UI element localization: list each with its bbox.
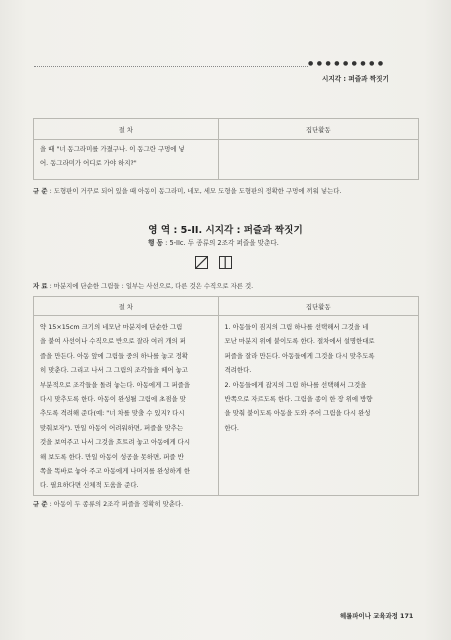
criterion-label: 규 준 [33,500,48,508]
text-line: 한다. [224,423,239,432]
behavior-label: 행 동 [148,239,164,247]
table1-procedure-text [34,140,218,171]
procedure-table-1 [33,118,419,180]
materials-text: : 마분지에 단순한 그림들 : 일부는 사선으로, 다른 것은 수직으로 자른 것. [49,282,254,290]
text-line: 부분적으로 조각들을 돌려 놓는다. 아동에게 그 퍼즐을 [40,380,191,389]
table2-procedure-cell [34,316,219,496]
text-line: 해 보도록 한다. 만일 아동이 성공을 못하면, 퍼즐 반 [40,452,184,461]
table2-group-text [219,316,418,435]
text-line: 2. 아동들에게 잡지의 그림 하나를 선택해서 그것을 [224,380,367,389]
text-line: 퍼즐을 잘라 만든다. 아동들에게 그것을 다시 맞추도록 [224,351,375,360]
behavior-line [148,237,279,247]
section-label-text: 시지각 : 퍼즐과 짝짓기 [322,75,389,83]
table2-procedure-text [34,316,218,493]
text-line: 것을 보여주고 나서 그것을 흐트려 놓고 아동에게 다시 [40,438,191,447]
header-dotted-rule [34,66,308,67]
section-label [322,73,389,83]
text-line: 즐을 만든다. 아동 앞에 그림들 중의 하나를 놓고 정확 [40,351,188,360]
vertical-cut-square-icon [219,256,232,269]
criterion-text: : 아동이 두 종류의 2조각 퍼즐을 정확히 맞춘다. [49,500,184,508]
text-line: 쪽을 똑바로 놓아 주고 아동에게 나머지를 완성하게 한 [40,467,191,476]
area-title: 영 역 : 5-II. 시지각 : 퍼즐과 짝짓기 [148,225,303,236]
table2-header-group: 집단활동 [218,297,418,316]
text-line: 격려한다. [224,366,252,375]
criterion-text: : 도형판이 거꾸로 되어 있을 때 아동이 동그라미, 네모, 세모 도형을 도형판의 정확한 구멍에 끼워 넣는다. [49,187,342,195]
criterion-label: 규 준 [33,187,48,195]
procedure-table-2 [33,296,419,496]
text-line: 모난 마분지 위에 붙이도록 한다. 절차에서 설명한대로 [224,337,375,346]
text-line: 1. 아동들이 짐지의 그림 하나를 선택해서 그것을 네 [224,323,369,331]
text-line: 반쪽으로 자르도록 한다. 그림을 종이 한 장 위에 방향 [224,395,373,404]
table2-header-procedure: 절 차 [34,297,219,316]
text-line: 다시 맞추도록 한다. 아동이 완성될 그림에 초점을 맞 [40,395,186,404]
table2-group-cell [218,316,418,496]
table1-procedure-cell [34,140,219,180]
table1-group-cell [218,140,418,180]
text-line: 을 붙여 사선이나 수직으로 반으로 잘라 여러 개의 퍼 [40,337,186,346]
text-line: 을 맞춰 붙이도록 아동을 도와 주어 그림을 다시 완성 [224,409,371,418]
table1-header-procedure: 절 차 [34,119,219,140]
materials-line [33,281,253,290]
text-line: 추도록 격려해 준다(예: "너 차를 맞출 수 있지? 다시 [40,409,185,418]
text-line: 히 맞춘다. 그리고 나서 그 그림의 조각들을 떼어 놓고 [40,366,188,375]
table1-header-group: 집단활동 [218,119,418,140]
behavior-text: : 5-IIc. 두 종류의 2조각 퍼즐을 맞춘다. [165,239,279,247]
diagonal-cut-square-icon [195,256,208,269]
text-line: 어. 동그라미가 어디로 가야 하지?" [40,159,137,168]
criterion-2 [33,499,183,508]
header-dots: ●●●●●●●●● [308,60,387,67]
page-footer: 헤롤파이나 교육과정 171 [340,612,414,620]
text-line: 약 15×15cm 크기의 네모난 마분지에 단순한 그림 [40,323,183,331]
criterion-1 [33,186,341,195]
materials-label: 자 료 [33,282,48,290]
text-line: 을 때 "너 동그라미를 가졌구나. 이 동그란 구멍에 넣 [40,145,185,153]
text-line: 맞춰보자"). 만일 아동이 어려워하면, 퍼즐을 맞추는 [40,423,184,432]
text-line: 다. 필요하다면 신체적 도움을 준다. [40,481,139,490]
